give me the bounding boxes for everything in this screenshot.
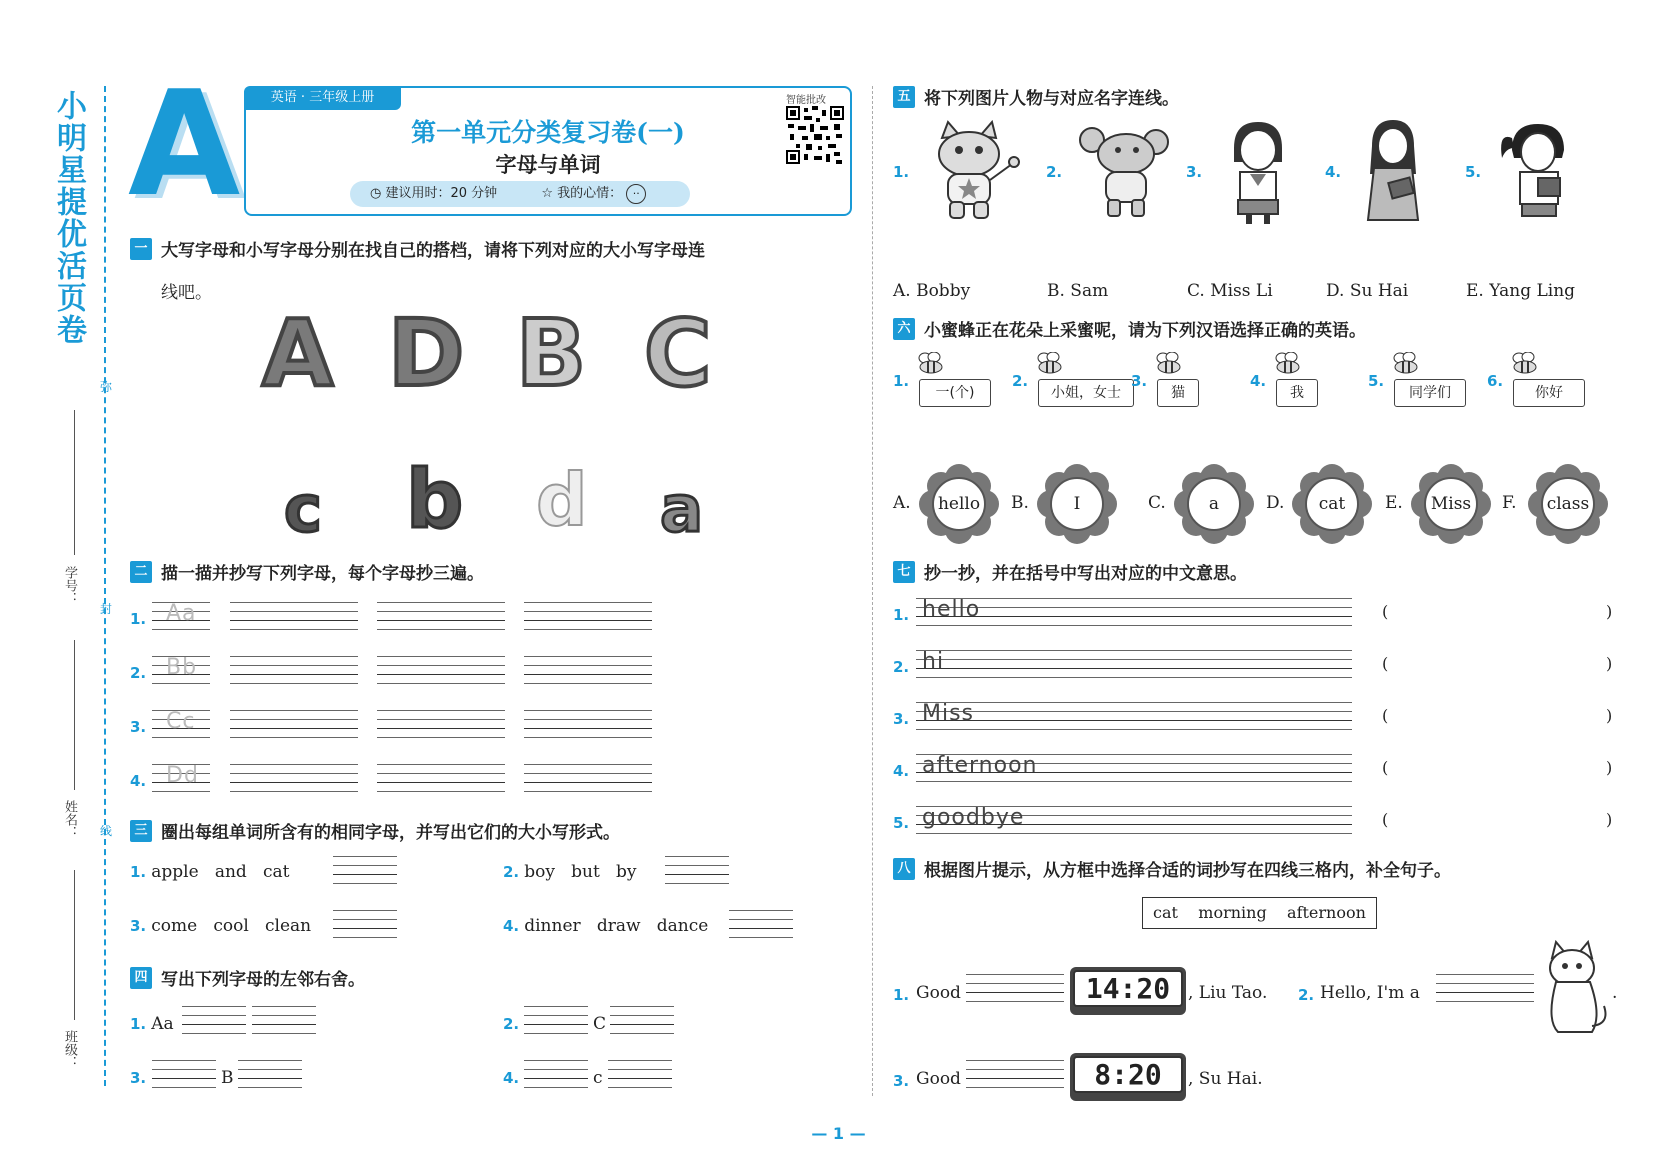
page-subtitle: 字母与单词 [495, 153, 601, 177]
s6-flower-letter: D. [1266, 493, 1285, 513]
s5-name-b[interactable]: B. Sam [1047, 281, 1109, 301]
section-7-badge: 七 [893, 561, 915, 583]
s7-word[interactable]: afternoon [922, 753, 1038, 778]
s2-copy-grid[interactable] [524, 710, 652, 738]
student-number-label: 学号： [62, 566, 77, 605]
s7-word[interactable]: goodbye [922, 805, 1025, 830]
s2-copy-grid[interactable] [230, 656, 358, 684]
s7-word[interactable]: Miss [922, 701, 975, 726]
flower-icon[interactable] [1037, 464, 1117, 544]
student-name-field[interactable] [74, 640, 75, 790]
s7-answer-field[interactable] [1398, 808, 1602, 832]
s5-num-3: 3. [1186, 163, 1203, 181]
s7-close-paren: ) [1606, 810, 1613, 829]
s7-open-paren: ( [1382, 810, 1389, 829]
s4-item-3-right-grid[interactable] [238, 1060, 302, 1088]
s6-flower-word: Miss [1424, 477, 1478, 531]
s8-q1-answer-grid[interactable] [966, 974, 1064, 1002]
s2-trace-letters[interactable]: Bb [166, 655, 198, 680]
bee-icon [1036, 352, 1064, 374]
s6-flower-word: hello [932, 477, 986, 531]
qr-label: 智能批改 [786, 95, 826, 106]
section-3-heading [130, 818, 620, 843]
s2-item-num: 4. [130, 772, 147, 790]
s2-copy-grid[interactable] [524, 764, 652, 792]
s8-q3-clock: 8:20 [1073, 1056, 1183, 1093]
unit-letter-logo: A [128, 60, 241, 229]
s3-item-1 [130, 862, 290, 882]
s7-item-num: 3. [893, 710, 910, 728]
s6-bee-label[interactable]: 一(个) [919, 379, 991, 407]
s2-copy-grid[interactable] [230, 764, 358, 792]
s6-bee-label[interactable]: 猫 [1157, 379, 1199, 407]
section-5-badge: 五 [893, 86, 915, 108]
s3-item-4-num: 4. [503, 917, 520, 935]
s7-close-paren: ) [1606, 654, 1613, 673]
section-1-text-line1: 大写字母和小写字母分别在找自己的搭档，请将下列对应的大小写字母连 [161, 241, 705, 261]
s7-item-num: 1. [893, 606, 910, 624]
section-7-heading [893, 559, 1247, 584]
section-8-badge: 八 [893, 858, 915, 880]
page-title: 第一单元分类复习卷(一) [411, 118, 685, 147]
word-bank-box: cat morning afternoon [1142, 897, 1377, 929]
s8-q2-post: . [1612, 983, 1618, 1003]
student-class-field[interactable] [74, 870, 75, 1020]
s3-item-3-num: 3. [130, 917, 147, 935]
smiley-icon: ·· [626, 184, 646, 204]
s4-item-1-num: 1. [130, 1015, 147, 1033]
bee-icon [917, 352, 945, 374]
column-divider [872, 86, 873, 1096]
flower-icon[interactable] [1528, 464, 1608, 544]
s3-item-2-num: 2. [503, 863, 520, 881]
s4-item-1-given: Aa [151, 1014, 174, 1034]
s2-copy-grid[interactable] [377, 656, 505, 684]
grade-tag: 英语 · 三年级上册 [244, 86, 401, 110]
s2-trace-letters[interactable]: Aa [166, 601, 197, 626]
clock-icon: ◷ [370, 186, 382, 201]
star-icon: ☆ [541, 186, 553, 201]
s2-copy-grid[interactable] [230, 602, 358, 630]
s4-item-1 [130, 1014, 174, 1034]
s6-bee-num: 3. [1131, 372, 1148, 390]
s6-bee-label[interactable]: 同学们 [1394, 379, 1466, 407]
s8-q3-answer-grid[interactable] [966, 1060, 1064, 1088]
s6-bee-label[interactable]: 你好 [1513, 379, 1585, 407]
cut-word-2: 封 [100, 602, 113, 616]
s7-open-paren: ( [1382, 758, 1389, 777]
s6-bee-num: 1. [893, 372, 910, 390]
s3-item-1-answer-grid[interactable] [333, 856, 397, 884]
s7-close-paren: ) [1606, 758, 1613, 777]
s7-item-num: 2. [893, 658, 910, 676]
section-3-badge: 三 [130, 820, 152, 842]
student-class-label: 班级： [62, 1030, 77, 1069]
student-name-label: 姓名： [62, 800, 77, 839]
time-hint: 建议用时：20 分钟 [385, 186, 498, 201]
s4-item-4-right-grid[interactable] [608, 1060, 672, 1088]
s3-item-4-words[interactable]: dinner draw dance [524, 916, 709, 936]
s7-copy-grid[interactable] [916, 650, 1352, 678]
s3-item-3-words[interactable]: come cool clean [151, 916, 312, 936]
section-8-heading [893, 856, 1451, 881]
section-4-heading [130, 965, 365, 990]
cut-word-1: 弥 [100, 380, 113, 394]
s5-num-4: 4. [1325, 163, 1342, 181]
section-1-heading [130, 236, 705, 261]
section-8-text: 根据图片提示，从方框中选择合适的词抄写在四线三格内，补全句子。 [924, 861, 1451, 881]
s6-flower-word: class [1541, 477, 1595, 531]
s6-flower-letter: A. [893, 493, 911, 513]
bee-icon [1274, 352, 1302, 374]
section-4-text: 写出下列字母的左邻右舍。 [161, 970, 365, 990]
s3-item-1-words[interactable]: apple and cat [151, 862, 290, 882]
section-2-heading [130, 559, 484, 584]
s3-item-2 [503, 862, 637, 882]
s6-flower-word: I [1050, 477, 1104, 531]
s8-q1-post: , Liu Tao. [1188, 983, 1268, 1003]
cat-character-icon[interactable] [918, 120, 1022, 224]
s5-name-c[interactable]: C. Miss Li [1187, 281, 1273, 301]
s8-q3-post: , Su Hai. [1188, 1069, 1263, 1089]
s7-close-paren: ) [1606, 706, 1613, 725]
bee-icon [1392, 352, 1420, 374]
s8-q2-answer-grid[interactable] [1436, 974, 1534, 1002]
s2-copy-grid[interactable] [230, 710, 358, 738]
decorative-letter-a[interactable]: a [660, 473, 704, 547]
s6-bee-num: 2. [1012, 372, 1029, 390]
s2-item-num: 3. [130, 718, 147, 736]
section-2-badge: 二 [130, 561, 152, 583]
mood-hint: 我的心情： [557, 186, 623, 201]
s6-flower-letter: F. [1502, 493, 1517, 513]
section-4-badge: 四 [130, 967, 152, 989]
decorative-letter-D[interactable]: D [388, 300, 465, 407]
flower-icon[interactable] [919, 464, 999, 544]
section-6-text: 小蜜蜂正在花朵上采蜜呢，请为下列汉语选择正确的英语。 [924, 321, 1366, 341]
flower-icon[interactable] [1292, 464, 1372, 544]
s2-copy-grid[interactable] [524, 656, 652, 684]
s7-answer-field[interactable] [1398, 756, 1602, 780]
time-bar [350, 181, 690, 207]
s2-item-num: 1. [130, 610, 147, 628]
section-5-heading [893, 84, 1179, 109]
s4-item-4-given: c [593, 1068, 603, 1088]
qr-code-icon[interactable] [786, 106, 844, 164]
s5-num-1: 1. [893, 163, 910, 181]
s7-item-num: 4. [893, 762, 910, 780]
s8-q1-clock: 14:20 [1073, 970, 1183, 1007]
s7-answer-field[interactable] [1398, 652, 1602, 676]
girl-character-icon[interactable] [1220, 118, 1296, 226]
s7-word[interactable]: hello [922, 597, 981, 622]
s7-open-paren: ( [1382, 654, 1389, 673]
s6-bee-label[interactable]: 小姐，女士 [1038, 379, 1134, 407]
s4-item-2-right-grid[interactable] [610, 1006, 674, 1034]
s3-item-2-answer-grid[interactable] [665, 856, 729, 884]
s6-bee-label[interactable]: 我 [1276, 379, 1318, 407]
section-1-text-line2: 线吧。 [161, 283, 212, 303]
ponytail-girl-character-icon[interactable] [1498, 118, 1582, 226]
page-number: — 1 — [811, 1124, 866, 1143]
s4-item-4-left-grid[interactable] [524, 1060, 588, 1088]
s6-flower-letter: E. [1385, 493, 1403, 513]
s6-flower-word: a [1187, 477, 1241, 531]
s7-item-num: 5. [893, 814, 910, 832]
s6-flower-letter: C. [1148, 493, 1166, 513]
s4-item-4-num: 4. [503, 1069, 520, 1087]
s4-item-3-num: 3. [130, 1069, 147, 1087]
decorative-letter-C[interactable]: C [644, 300, 712, 407]
s6-flower-letter: B. [1011, 493, 1029, 513]
s4-item-2-left-grid[interactable] [524, 1006, 588, 1034]
decorative-letter-d[interactable]: d [536, 458, 588, 542]
section-6-badge: 六 [893, 318, 915, 340]
cat-icon [1538, 940, 1612, 1040]
s8-q2-num: 2. [1298, 986, 1315, 1004]
s5-name-a[interactable]: A. Bobby [893, 281, 971, 301]
s8-q1-pre: Good [916, 983, 961, 1003]
s2-item-num: 2. [130, 664, 147, 682]
s3-item-3 [130, 916, 311, 936]
decorative-letter-c[interactable]: c [284, 473, 322, 547]
section-6-heading [893, 316, 1366, 341]
clock-icon-1420 [1070, 967, 1186, 1015]
s8-q1-num: 1. [893, 986, 910, 1004]
s3-item-2-words[interactable]: boy but by [524, 862, 637, 882]
mouse-character-icon[interactable] [1074, 120, 1174, 224]
s5-name-d[interactable]: D. Su Hai [1326, 281, 1409, 301]
section-3-text: 圈出每组单词所含有的相同字母，并写出它们的大小写形式。 [161, 823, 620, 843]
s3-item-4-answer-grid[interactable] [729, 910, 793, 938]
section-5-text: 将下列图片人物与对应名字连线。 [924, 89, 1179, 109]
s3-item-1-num: 1. [130, 863, 147, 881]
section-2-text: 描一描并抄写下列字母，每个字母抄三遍。 [161, 564, 484, 584]
s7-word[interactable]: hi [922, 649, 945, 674]
s2-trace-letters[interactable]: Cc [166, 709, 196, 734]
s7-close-paren: ) [1606, 602, 1613, 621]
s8-q2-pre: Hello, I'm a [1320, 983, 1420, 1003]
s3-item-4 [503, 916, 708, 936]
decorative-letter-B[interactable]: B [516, 300, 587, 407]
clock-icon-0820 [1070, 1053, 1186, 1101]
flower-icon[interactable] [1411, 464, 1491, 544]
section-1-badge: 一 [130, 238, 152, 260]
s2-trace-letters[interactable]: Dd [166, 763, 199, 788]
s5-num-2: 2. [1046, 163, 1063, 181]
s4-item-3-left-grid[interactable] [152, 1060, 216, 1088]
decorative-letter-A[interactable]: A [262, 300, 334, 407]
teacher-character-icon[interactable] [1356, 116, 1430, 226]
bee-icon [1511, 352, 1539, 374]
s8-q3-num: 3. [893, 1072, 910, 1090]
s7-answer-field[interactable] [1398, 600, 1602, 624]
s2-copy-grid[interactable] [377, 764, 505, 792]
s6-bee-num: 5. [1368, 372, 1385, 390]
s5-name-e[interactable]: E. Yang Ling [1466, 281, 1576, 301]
s7-open-paren: ( [1382, 602, 1389, 621]
s6-bee-num: 4. [1250, 372, 1267, 390]
s4-item-3-given: B [221, 1068, 234, 1088]
s6-bee-num: 6. [1487, 372, 1504, 390]
s7-open-paren: ( [1382, 706, 1389, 725]
s4-item-1-right-grid[interactable] [252, 1006, 316, 1034]
cut-word-3: 线 [100, 824, 113, 838]
seal-dash-line [104, 86, 106, 1086]
s7-answer-field[interactable] [1398, 704, 1602, 728]
s2-copy-grid[interactable] [377, 710, 505, 738]
s5-num-5: 5. [1465, 163, 1482, 181]
flower-icon[interactable] [1174, 464, 1254, 544]
decorative-letter-b[interactable]: b [406, 453, 464, 546]
s8-q3-pre: Good [916, 1069, 961, 1089]
s3-item-3-answer-grid[interactable] [333, 910, 397, 938]
s2-copy-grid[interactable] [524, 602, 652, 630]
s6-flower-word: cat [1305, 477, 1359, 531]
bee-icon [1155, 352, 1183, 374]
s7-copy-grid[interactable] [916, 598, 1352, 626]
section-7-text: 抄一抄，并在括号中写出对应的中文意思。 [924, 564, 1247, 584]
student-number-field[interactable] [74, 410, 75, 555]
brand-logo: 小明星提优活页卷 [51, 90, 86, 346]
s2-copy-grid[interactable] [377, 602, 505, 630]
s4-item-1-left-grid[interactable] [182, 1006, 246, 1034]
s4-item-2-given: C [593, 1014, 607, 1034]
s7-copy-grid[interactable] [916, 702, 1352, 730]
s4-item-2-num: 2. [503, 1015, 520, 1033]
